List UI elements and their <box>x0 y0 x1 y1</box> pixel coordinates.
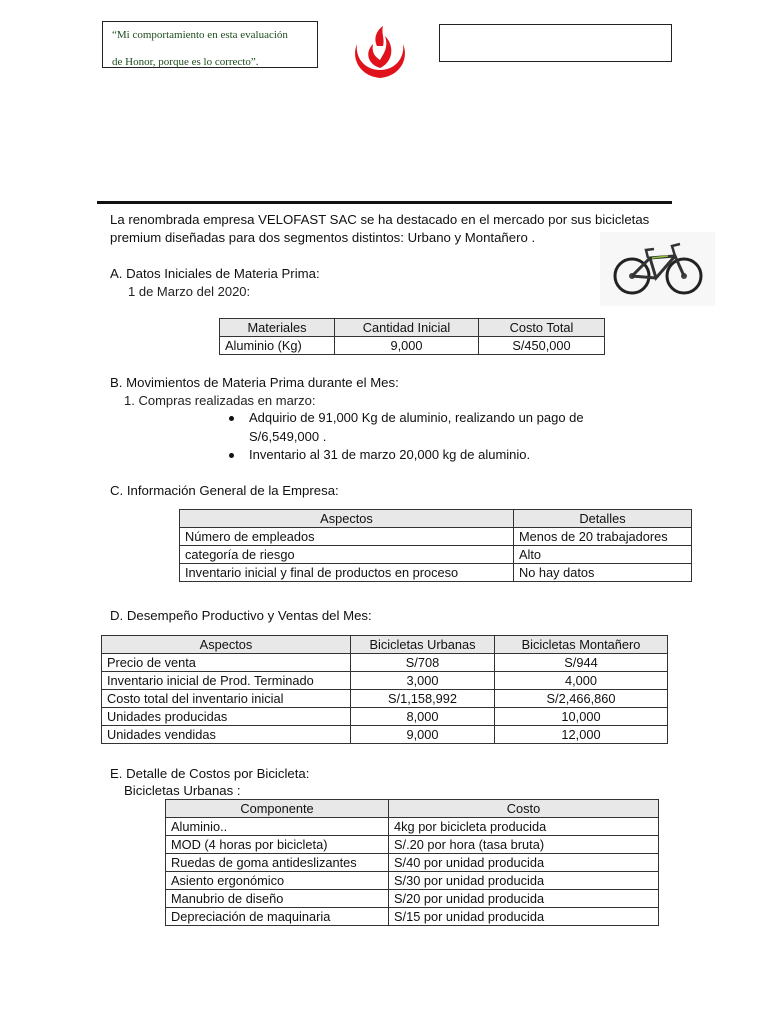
table-cell: S/2,466,860 <box>495 690 668 708</box>
table-row <box>102 708 668 726</box>
header-divider <box>97 201 672 204</box>
table-cell: Inventario inicial de Prod. Terminado <box>102 672 351 690</box>
table-row <box>166 890 659 908</box>
table-cell: Manubrio de diseño <box>166 890 389 908</box>
table-row <box>102 672 668 690</box>
table-cell: 4,000 <box>495 672 668 690</box>
section-e-subtitle: Bicicletas Urbanas : <box>124 783 241 798</box>
col-header: Bicicletas Montañero <box>495 636 668 654</box>
table-cell: categoría de riesgo <box>180 546 514 564</box>
section-a-title: A. Datos Iniciales de Materia Prima: <box>110 266 320 281</box>
table-cell: S/450,000 <box>479 337 605 355</box>
company-info-table <box>179 509 692 582</box>
col-header: Cantidad Inicial <box>335 319 479 337</box>
col-header: Aspectos <box>180 510 514 528</box>
production-sales-table <box>101 635 668 744</box>
table-cell: S/30 por unidad producida <box>389 872 659 890</box>
table-row <box>166 836 659 854</box>
honor-line-1: “Mi comportamiento en esta evaluación <box>112 29 288 41</box>
table-cell: 8,000 <box>351 708 495 726</box>
table-cell: 9,000 <box>351 726 495 744</box>
table-row <box>180 528 692 546</box>
col-header: Bicicletas Urbanas <box>351 636 495 654</box>
table-cell: 10,000 <box>495 708 668 726</box>
section-b-title: B. Movimientos de Materia Prima durante el Mes: <box>110 375 399 390</box>
table-row <box>102 726 668 744</box>
table-cell: S/1,158,992 <box>351 690 495 708</box>
table-cell: Alto <box>514 546 692 564</box>
table-row <box>166 872 659 890</box>
raw-material-table <box>219 318 605 355</box>
col-header: Costo <box>389 800 659 818</box>
intro-paragraph <box>110 211 670 247</box>
table-row <box>102 654 668 672</box>
university-logo <box>347 24 413 80</box>
table-cell: 3,000 <box>351 672 495 690</box>
section-b-item: 1. Compras realizadas en marzo: <box>124 393 316 408</box>
section-a-date: 1 de Marzo del 2020: <box>128 284 251 299</box>
table-cell: Unidades producidas <box>102 708 351 726</box>
table-cell: Depreciación de maquinaria <box>166 908 389 926</box>
table-cell: 9,000 <box>335 337 479 355</box>
bullet-1-line-2: S/6,549,000 . <box>249 429 327 444</box>
table-cell: Aluminio (Kg) <box>220 337 335 355</box>
table-cell: Costo total del inventario inicial <box>102 690 351 708</box>
table-row <box>166 854 659 872</box>
table-cell: S/15 por unidad producida <box>389 908 659 926</box>
table-cell: S/708 <box>351 654 495 672</box>
table-cell: S/40 por unidad producida <box>389 854 659 872</box>
table-cell: Menos de 20 trabajadores <box>514 528 692 546</box>
table-cell: 4kg por bicicleta producida <box>389 818 659 836</box>
table-cell: Precio de venta <box>102 654 351 672</box>
table-row <box>102 690 668 708</box>
table-cell: Inventario inicial y final de productos en proceso <box>180 564 514 582</box>
table-cell: Aluminio.. <box>166 818 389 836</box>
table-row <box>180 564 692 582</box>
col-header: Detalles <box>514 510 692 528</box>
table-cell: S/20 por unidad producida <box>389 890 659 908</box>
intro-line-2: premium diseñadas para dos segmentos distintos: Urbano y Montañero . <box>110 230 536 245</box>
honor-statement-box <box>102 21 318 68</box>
cost-detail-table <box>165 799 659 926</box>
intro-line-1: La renombrada empresa VELOFAST SAC se ha destacado en el mercado por sus bicicletas <box>110 212 650 227</box>
bicycle-image <box>600 232 715 306</box>
bullet-icon <box>229 416 234 421</box>
table-cell: Asiento ergonómico <box>166 872 389 890</box>
table-cell: MOD (4 horas por bicicleta) <box>166 836 389 854</box>
col-header: Materiales <box>220 319 335 337</box>
table-cell: Número de empleados <box>180 528 514 546</box>
table-row <box>180 546 692 564</box>
table-row <box>166 908 659 926</box>
table-row <box>220 337 605 355</box>
table-cell: Unidades vendidas <box>102 726 351 744</box>
table-cell: S/.20 por hora (tasa bruta) <box>389 836 659 854</box>
table-cell: Ruedas de goma antideslizantes <box>166 854 389 872</box>
table-row <box>166 818 659 836</box>
bullet-icon <box>229 453 234 458</box>
section-c-title: C. Información General de la Empresa: <box>110 483 339 498</box>
table-cell: No hay datos <box>514 564 692 582</box>
section-d-title: D. Desempeño Productivo y Ventas del Mes: <box>110 608 372 623</box>
section-e-title: E. Detalle de Costos por Bicicleta: <box>110 766 310 781</box>
bullet-1-line-1: Adquirio de 91,000 Kg de aluminio, realizando un pago de <box>249 410 584 425</box>
bullet-2: Inventario al 31 de marzo 20,000 kg de aluminio. <box>249 447 531 462</box>
col-header: Aspectos <box>102 636 351 654</box>
table-cell: 12,000 <box>495 726 668 744</box>
honor-line-2: de Honor, porque es lo correcto”. <box>112 56 259 68</box>
table-cell: S/944 <box>495 654 668 672</box>
col-header: Costo Total <box>479 319 605 337</box>
student-name-box[interactable] <box>439 24 672 62</box>
col-header: Componente <box>166 800 389 818</box>
